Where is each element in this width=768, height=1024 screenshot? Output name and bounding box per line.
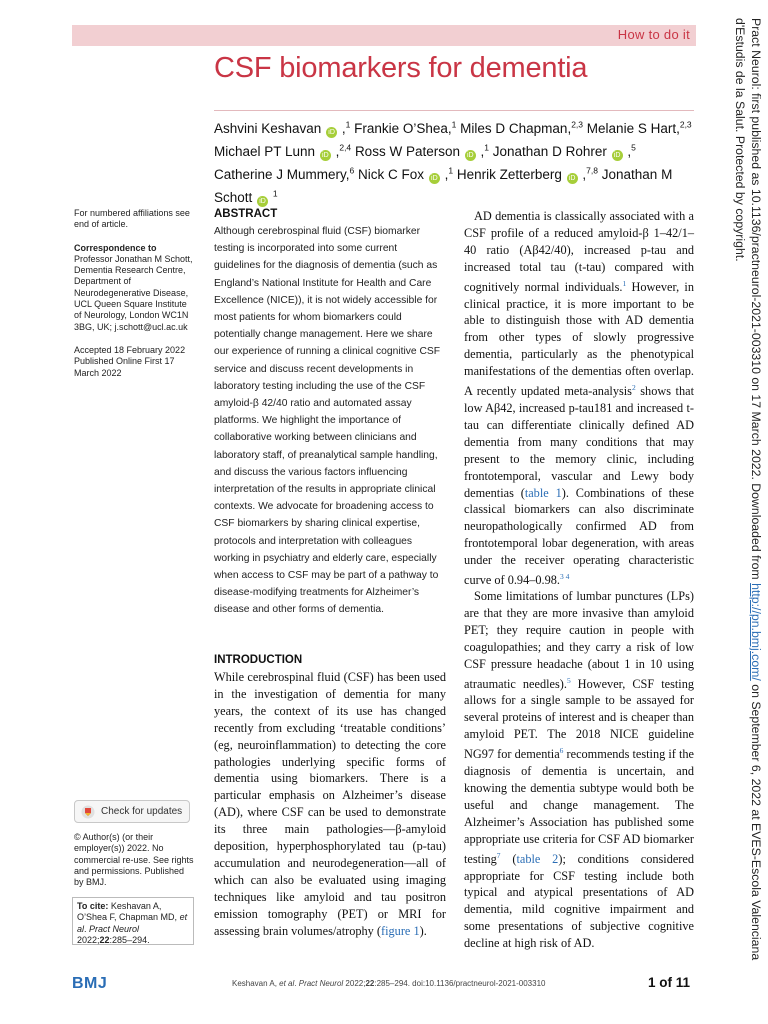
p2-text-c: recommends testing if the diagnosis of dementia is uncertain, and knowing the dementia subtype would both be useful and change management. The Alzheimer’s Association has published some appropriate use criteria for CSF AD biomarker testing [464, 747, 694, 866]
right-paragraph-2: Some limitations of lumbar punctures (LPs) are that they are more invasive than amyloid PET; they require caution in people with coagulopathies; and they carry a risk of low CSF pressure headache (about 1 in 10 using atraumatic needles).$^5$ However, CSF testing allows for a single sample to be assayed for several proteins of interest and is cheaper than amyloid PET. The 2018 NICE guideline NG97 for dementia$^6$ recommends testing if the diagnosis of dementia is uncertain, and knowing the dementia subtype would both be useful and change management. The Alzheimer’s Association has published some appropriate use criteria for CSF AD biomarker testing$^7$ (table 2); conditions considered appropriate for CSF testing include both typical and atypical presentations of AD dementia, mild cognitive impairment and some presentations of subjective cognitive decline at high risk of AD. [464, 589, 694, 951]
sidebar-notes [74, 208, 194, 379]
footer-cite-journal: Pract Neurol [298, 979, 344, 988]
article-title: CSF biomarkers for dementia [214, 52, 588, 84]
author-list [214, 115, 694, 207]
side-copyright-strip [728, 18, 768, 1008]
author-name: Ross W Paterson [354, 143, 460, 159]
p2-text-b: However, CSF testing allows for a single sample to be assayed for several proteins of interest and is cheaper than amyloid PET. The 2018 NICE guideline NG97 for dementia [464, 676, 694, 762]
affiliation-superscript: 1 [448, 165, 454, 175]
right-paragraph-1 [464, 208, 694, 589]
author-name: Jonathan D Rohrer [492, 143, 607, 159]
correspondence-body: Professor Jonathan M Schott, Dementia Research Centre, Department of Neurodegenerative Disease, UCL Queen Square Institute of Neurology, London WC1N 3BG, UK; j.schott@ucl.ac.uk [74, 253, 193, 332]
author: Ross W Paterson iD ,$^1$ [354, 142, 489, 159]
author-name: Jonathan M Schott [214, 166, 673, 205]
reference-link[interactable]: 1 [622, 278, 627, 288]
author [354, 121, 456, 136]
orcid-icon[interactable]: iD [320, 150, 331, 161]
affiliation-superscript: 2,4 [339, 142, 352, 152]
p2-text-d: ); conditions considered appropriate for CSF testing include both typical and atypical presentations of AD dementia, mild cognitive impairment and some presentations of subjective cognitive decline at high risk of AD. [464, 851, 694, 951]
correspondence-heading: Correspondence to [74, 242, 157, 253]
author-name: Catherine J Mummery, [214, 166, 350, 182]
page-number: 1 of 11 [647, 975, 690, 990]
orcid-icon[interactable]: iD [567, 173, 578, 184]
author: Ashvini Keshavan iD ,$^1$ [214, 119, 351, 136]
author [214, 167, 354, 182]
p1-text-a: AD dementia is classically associated with a CSF profile of a reduced amyloid-β 1–42/1–40 ratio (Aβ42/40), increased p-tau and increased total tau (t-tau) compared with cognitively normal individuals. [464, 209, 694, 294]
footer-citation [232, 979, 545, 988]
intro-text-end: ). [419, 923, 427, 938]
accepted-date: Accepted 18 February 2022 [74, 344, 186, 355]
p2-text-a: Some limitations of lumbar punctures (LPs) are that they are more invasive than amyloid PET; they require caution in people with coagulopathies; and they carry a risk of low CSF pressure headache (about 1 in 10 using atraumatic needles). [464, 589, 694, 691]
author: Michael PT Lunn iD ,$^{2,4}$ [214, 142, 352, 159]
author-name: Michael PT Lunn [214, 143, 316, 159]
affiliation-superscript: 1 [345, 119, 351, 129]
to-cite-pages: :285–294. [109, 934, 150, 945]
to-cite-box [72, 897, 194, 945]
introduction-body [214, 669, 446, 940]
check-for-updates-button[interactable] [74, 800, 190, 823]
journal-url-link[interactable]: http://pn.bmj.com/ [749, 583, 763, 681]
reference-link[interactable]: 6 [559, 746, 564, 756]
affiliation-superscript: 1 [272, 188, 278, 198]
license-note: © Author(s) (or their employer(s)) 2022. No commercial re-use. See rights and permissions. Published by BMJ. [74, 832, 194, 888]
orcid-icon[interactable]: iD [612, 150, 623, 161]
orcid-icon[interactable]: iD [257, 196, 268, 207]
p1-text-d: ). Combinations of these classical biomarkers can also discriminate neuropathologically confirmed AD from frontotemporal lobar degeneration, with areas under the receiver operating characteristic curve of 0.94–0.98. [464, 485, 695, 588]
author: Nick C Fox iD ,$^1$ [358, 165, 454, 182]
author-name: Frankie O’Shea, [354, 120, 452, 136]
intro-text: While cerebrospinal fluid (CSF) has been used in the investigation of dementia for many years, the context of its use has changed recently from excluding ‘treatable conditions’ (eg, neuroinflammation) to detecting the core pathologies underlying specific forms of dementia using biomarkers. There is a particular emphasis on Alzheimer’s disease (AD), where CSF can be used to demonstrate its three main pathologies—β-amyloid deposition, hyperphosphorylated tau (p-tau) accumulation and neurodegeneration—all of which can also be evaluated using imaging techniques like amyloid and tau positron emission tomography (PET) or MRI for assessing brain volumes/atrophy ( [214, 670, 446, 938]
reference-link[interactable]: 7 [496, 850, 501, 860]
figure-1-link[interactable]: figure 1 [381, 923, 420, 938]
author [587, 121, 692, 136]
footer-cite-sep: . [294, 979, 299, 988]
author-name: Miles D Chapman, [460, 120, 572, 136]
crossmark-icon [81, 805, 95, 819]
to-cite-label: To cite: [77, 901, 109, 911]
footer-cite-doi: :285–294. doi:10.1136/practneurol-2021-003310 [374, 979, 546, 988]
p1-text-c: shows that low Aβ42, increased p-tau181 and increased t-tau can differentiate clinically defined AD dementia from many conditions that may present to the memory clinic, including frontotemporal, vascular and Lewy body dementias ( [464, 384, 694, 500]
download-notice-text: Pract Neurol: first published as 10.1136/practneurol-2021-003310 on 17 March 2022. Downloaded from [749, 18, 763, 584]
author-name: Henrik Zetterberg [456, 166, 562, 182]
section-header-band [72, 25, 696, 46]
download-notice [732, 18, 764, 1008]
affiliation-superscript: 1 [451, 119, 457, 129]
table-1-link[interactable]: table 1 [524, 485, 562, 500]
author: Henrik Zetterberg iD ,$^{7,8}$ [456, 165, 598, 182]
author-name: Nick C Fox [358, 166, 425, 182]
footer-cite-volume: 22 [365, 979, 375, 988]
title-divider [214, 110, 694, 111]
section-label: How to do it [617, 27, 690, 42]
author-name: Melanie S Hart, [586, 120, 680, 136]
download-notice-text-end: on September 6, 2022 at EVES-Escola Valenciana d'Estudis de la Salut. Protected by copyright. [733, 18, 763, 961]
affiliation-superscript: 2,3 [571, 119, 584, 129]
affiliation-superscript: 2,3 [679, 119, 692, 129]
footer-cite-year: 2022; [343, 979, 366, 988]
introduction-heading: INTRODUCTION [214, 654, 303, 666]
affiliation-superscript: 7,8 [586, 165, 598, 175]
footer-cite-etal: et al [279, 979, 295, 988]
reference-link[interactable]: 2 [631, 383, 636, 393]
reference-link[interactable]: 3 4 [559, 572, 570, 582]
to-cite-year: 2022; [77, 934, 100, 945]
affiliation-superscript: 6 [349, 165, 355, 175]
orcid-icon[interactable]: iD [429, 173, 440, 184]
orcid-icon[interactable]: iD [326, 127, 337, 138]
p1-text-b: However, in clinical practice, it is more important to be able to distinguish those with AD dementia from other types of slowly progressive dementia, particularly as the phenotypical manifestations of the dementias often overlap. A recently updated meta-analysis [464, 279, 694, 399]
author [460, 121, 583, 136]
author: Jonathan D Rohrer iD ,$^5$ [492, 142, 636, 159]
published-date: Published Online First 17 March 2022 [74, 356, 175, 378]
to-cite-etal: et al [77, 912, 188, 934]
affiliation-superscript: 1 [484, 142, 489, 152]
reference-link[interactable]: 5 [566, 675, 571, 685]
to-cite-volume: 22 [99, 934, 110, 945]
to-cite-sep: . [84, 923, 90, 934]
affiliations-note: For numbered affiliations see end of article. [74, 208, 190, 230]
abstract-body: Although cerebrospinal fluid (CSF) biomarker testing is incorporated into some current guidelines for the diagnosis of dementia (such as England’s National Institute for Health and Care Excellence (NICE)), it is not widely accessible for most patients for whom biomarkers could potentially change management. Here we share our experience of running a clinical cognitive CSF service and discuss recent developments in laboratory testing including the use of the CSF amyloid-β 42/40 ratio and automated assay platforms. We highlight the importance of collaborative working between clinicians and laboratory staff, of preanalytical sample handling, and discuss the various factors influencing interpretation of the results in appropriate clinical contexts. We advocate for broadening access to CSF biomarkers by sharing clinical expertise, protocols and interpretation with colleagues working in psychiatry and elderly care, especially when access to CSF may be part of a pathway to disease-modifying treatments for Alzheimer’s disease and other forms of dementia. [214, 226, 441, 616]
orcid-icon[interactable]: iD [465, 150, 476, 161]
author-name: Ashvini Keshavan [214, 120, 322, 136]
to-cite-authors: Keshavan A, O’Shea F, Chapman MD, [77, 901, 178, 923]
affiliation-superscript: 5 [631, 142, 636, 152]
abstract-heading: ABSTRACT [214, 208, 278, 220]
bmj-logo: BMJ [72, 975, 108, 992]
check-for-updates-label: Check for updates [101, 806, 183, 817]
to-cite-journal: Pract Neurol [89, 923, 140, 934]
table-2-link[interactable]: table 2 [516, 851, 559, 866]
footer-cite-authors: Keshavan A, [232, 979, 277, 988]
